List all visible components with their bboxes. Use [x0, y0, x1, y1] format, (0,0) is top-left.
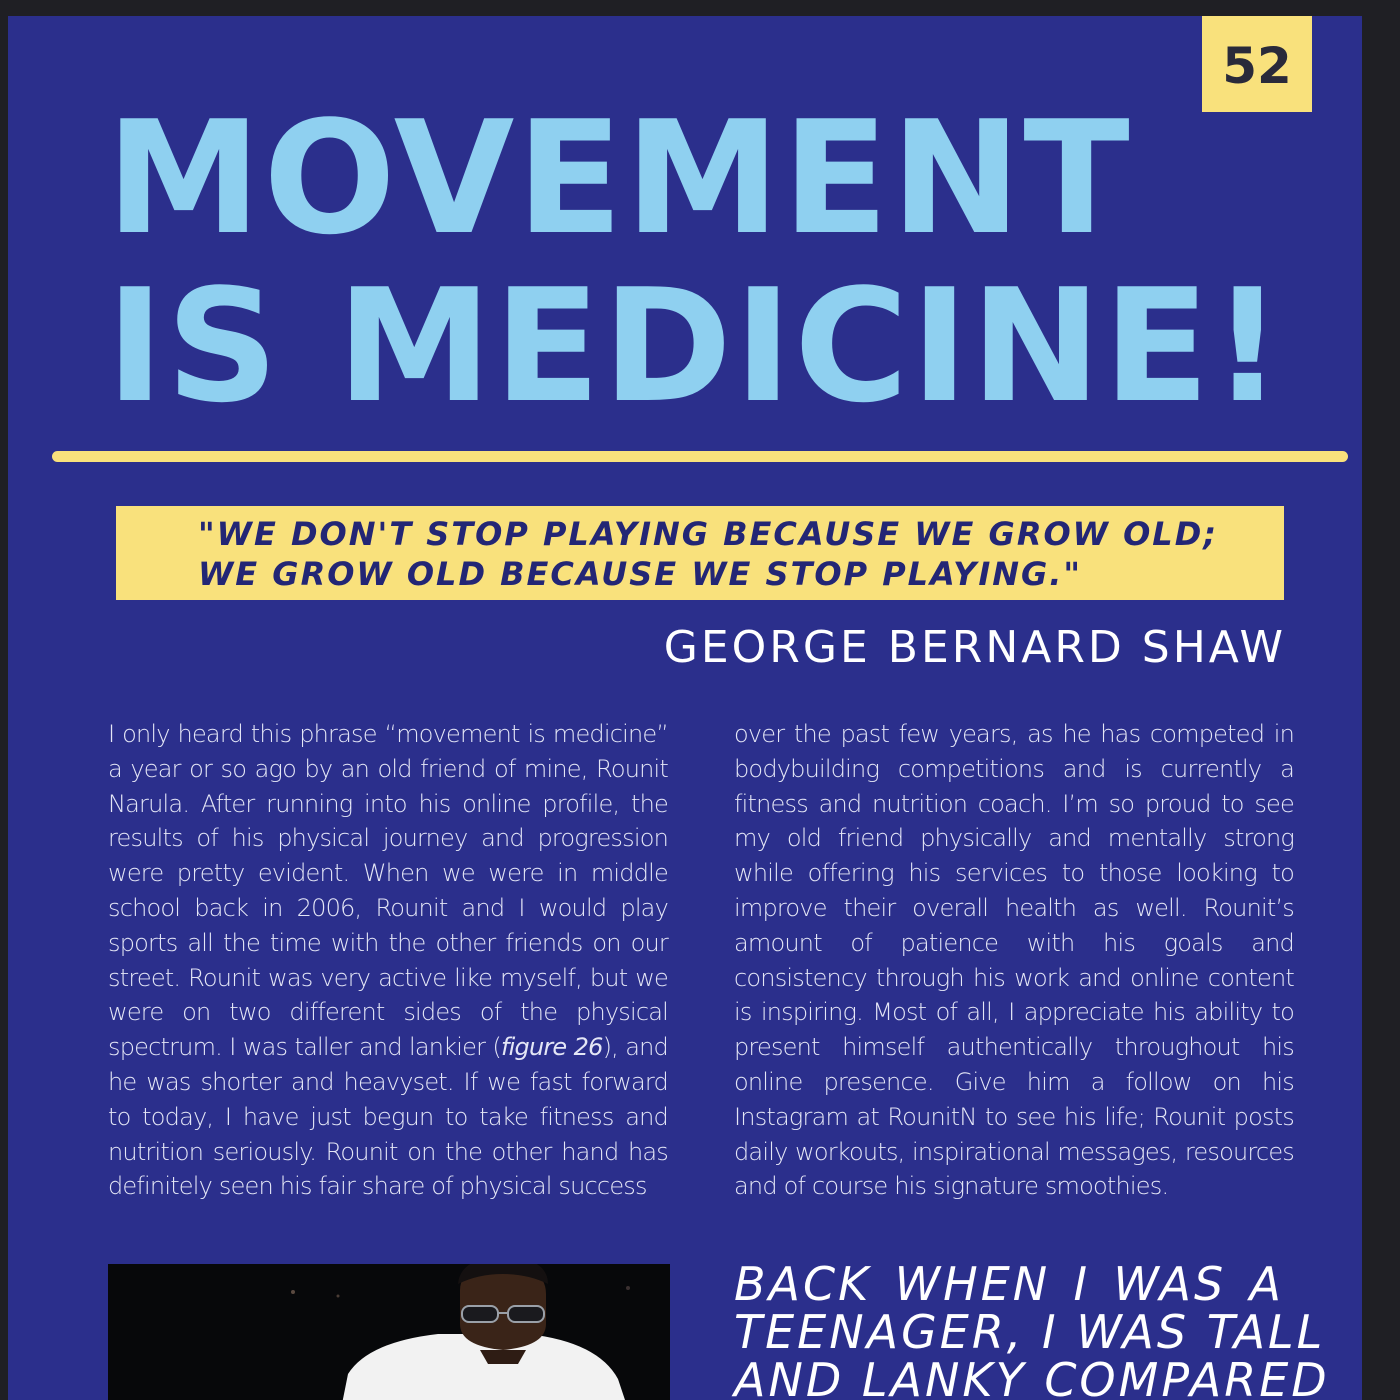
- body-left-text-a: I only heard this phrase “movement is medicine” a year or so ago by an old friend of mine, Rounit Narula. After running into his online profile, the results of his physical journey and progression were pretty evident. When we were in middle school back in 2006, Rounit and I would play sports all the time with the other friends on our street. Rounit was very active like myself, but we were on two different sides of the physical spectrum. I was taller and lankier (: [108, 720, 668, 1062]
- quote-line-2: WE GROW OLD BECAUSE WE STOP PLAYING.": [198, 555, 1083, 593]
- article-title: [106, 87, 1285, 437]
- pull-quote: [734, 1257, 1330, 1400]
- pull-quote-line-2: TEENAGER, I WAS TALL: [734, 1305, 1326, 1359]
- magazine-page: [8, 16, 1362, 1400]
- title-line-2: IS MEDICINE!: [106, 255, 1285, 437]
- body-column-left: [108, 717, 668, 1204]
- pull-quote-line-3: AND LANKY COMPARED: [734, 1353, 1330, 1400]
- body-left-text-b: ), and he was shorter and heavyset. If we fast forward to today, I have just begun to take fitness and nutrition seriously. Rounit on the other hand has definitely seen his fair share of physical success: [108, 1033, 668, 1201]
- article-photo: [108, 1264, 670, 1400]
- figure-reference: figure 26: [501, 1033, 603, 1062]
- photo-person-image: [108, 1264, 670, 1400]
- title-line-1: MOVEMENT: [106, 87, 1132, 269]
- pull-quote-line-1: BACK WHEN I WAS A: [734, 1257, 1284, 1311]
- quote-line-1: "WE DON'T STOP PLAYING BECAUSE WE GROW OLD;: [198, 515, 1219, 553]
- quote-text: [198, 514, 1218, 594]
- page-number: 52: [1202, 16, 1312, 112]
- body-column-right: over the past few years, as he has competed in bodybuilding competitions and is currently a fitness and nutrition coach. I’m so proud to see my old friend physically and mentally strong while offering his services to those looking to improve their overall health as well. Rounit’s amount of patience with his goals and consistency through his work and online content is inspiring. Most of all, I appreciate his ability to present himself authentically throughout his online presence. Give him a follow on his Instagram at RounitN to see his life; Rounit posts daily workouts, inspirational messages, resources and of course his signature smoothies.: [734, 720, 1294, 1201]
- quote-box: [116, 506, 1284, 600]
- quote-attribution: GEORGE BERNARD SHAW: [663, 622, 1286, 673]
- title-divider: [52, 451, 1348, 462]
